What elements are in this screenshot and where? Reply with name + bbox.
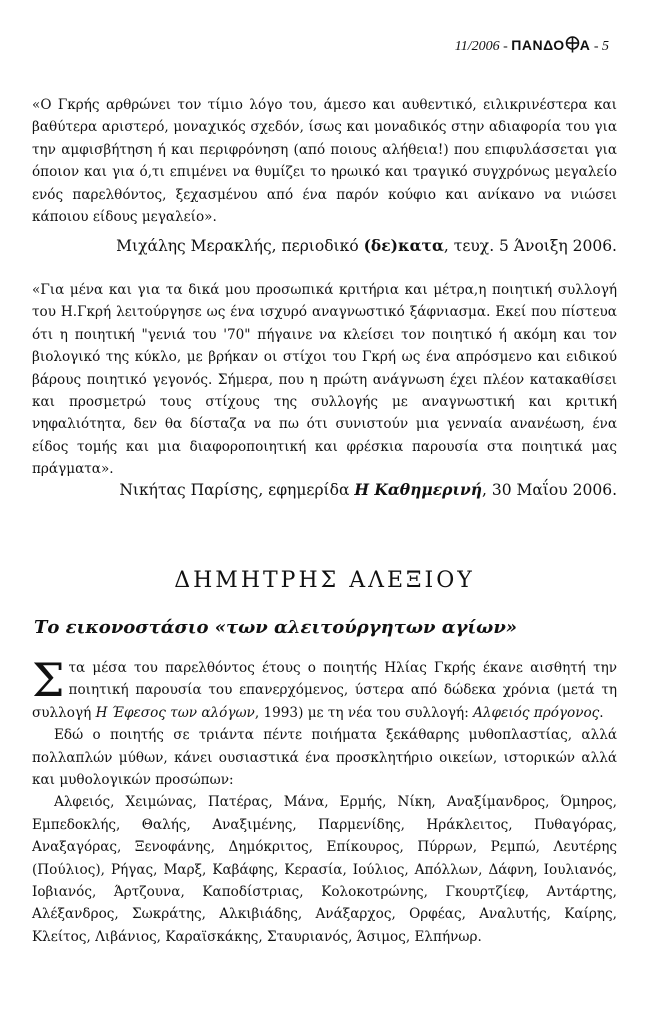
article-paragraph-1 (32, 653, 617, 724)
paragraph-text: . (599, 704, 604, 721)
page-number: - 5 (590, 39, 609, 54)
attribution-details: , 30 Μαΐου 2006. (482, 481, 617, 499)
quote-block-2 (32, 279, 617, 481)
magazine-name-start: ΠΑΝΔΟ (511, 37, 565, 53)
article-paragraph-3: Αλφειός, Χειμώνας, Πατέρας, Μάνα, Ερμής, Νίκη, Αναξίμανδρος, Όμηρος, Εμπεδοκλής, Θαλής, Αναξιμένης, Παρμενίδης, Ηράκλειτος, Πυθαγόρας, Αναξαγόρας, Ξενοφάνης, Δημόκριτος, Επίκουρος, Πύρρων, Ρεμπώ, Λευτέρης (Πούλιος), Ρήγας, Μαρξ, Καβάφης, Κερασία, Ιούλιος, Απόλλων, Δάφνη, Ιουλιανός, Ιοβιανός, Άρτζουνα, Καποδίστριας, Κολοκοτρώνης, Γκουρτζίεφ, Αντάρτης, Αλέξανδρος, Σωκράτης, Αλκιβιάδης, Ανάξαρχος, Ορφέας, Αναλυτής, Καίρης, Κλείτος, Λιβάνιος, Καραϊσκάκης, Σταυριανός, Άσιμος, Ελπήνωρ. (32, 794, 617, 945)
attribution-author: Νικήτας Παρίσης, εφημερίδα (119, 481, 355, 499)
quote-block-1 (32, 94, 617, 228)
book-title: Αλφειός πρόγονος (473, 704, 600, 721)
attribution-author: Μιχάλης Μερακλής, περιοδικό (116, 237, 364, 255)
article-subtitle: Το εικονοστάσιο «των αλειτούργητων αγίων» (34, 617, 518, 638)
quote-attribution-1 (32, 236, 617, 255)
attribution-source: (δε)κατα (363, 236, 444, 255)
header-separator: - (499, 39, 512, 54)
section-title: ΔΗΜΗΤΡΗΣ ΑΛΕΞΙΟΥ (174, 568, 475, 593)
article-body (32, 653, 617, 948)
paragraph-text: , 1993) με τη νέα του συλλογή: (254, 704, 474, 721)
attribution (32, 480, 617, 499)
article-paragraph-2: Εδώ ο ποιητής σε τριάντα πέντε ποιήματα ξεκάθαρης μυθοπλαστίας, αλλά πολλαπλών μύθων, κάνει ουσιαστικά ένα προσκλητήριο οικείων, ιστορικών αλλά και μυθολογικών προσώπων: (32, 727, 617, 789)
magazine-name-end: Α (579, 37, 591, 53)
magazine-name (511, 37, 590, 53)
quote-text: «Για μένα και για τα δικά μου προσωπικά κριτήρια και μέτρα,η ποιητική συλλογή του Η.Γκρή λειτούργησε ως ένα ισχυρό αναγνωστικό ξάφνιασμα. Εκεί που πίστευα ότι η ποιητική "γενιά του '70" πήγαινε να κλείσει τον ποιητικό ή ακόμη και τον βιολογικό της κύκλο, με βρήκαν οι στίχοι του Γκρή ως ένα απρόσμενο και ειδικού βάρους ποιητικό γεγονός. Σήμερα, που η πρώτη ανάγνωση έχει πλέον κατακαθίσει και προσμετρώ τους στίχους της συλλογής με αναγνωστική και κριτική νηφαλιότητα, δεν θα δίσταζα να πω ότι συνιστούν μια γενναία ανανέωση, ένα είδος τομής και μια διαφοροποιητική και φρέσκια παρουσία στα ποιητικά μας πράγματα». (32, 282, 617, 478)
attribution-details: , τευχ. 5 Άνοιξη 2006. (443, 237, 617, 255)
drop-cap: Σ (32, 653, 65, 707)
attribution (32, 236, 617, 255)
quote-attribution-2 (32, 480, 617, 499)
paragraph-text: τα μέσα του παρελθόντος έτους ο ποιητής Ηλίας Γκρής έκανε αισθητή την ποιητική παρουσία του επανερχόμενος, ύστερα από δώδεκα χρόνια (μετά τη συλλογή (32, 660, 617, 721)
attribution-source: Η Καθημερινή (354, 480, 483, 499)
book-title: Η Έφεσος των αλόγων (95, 704, 255, 721)
pandora-logo-icon (565, 36, 580, 53)
quote-text: «Ο Γκρής αρθρώνει τον τίμιο λόγο του, άμεσο και αυθεντικό, ειλικρινέστερα και βαθύτερα αριστερό, μοναχικός σχεδόν, ίσως και μοναδικός στην αδιαφορία του για την αμφισβήτηση ή και περιφρόνηση (από ποιους αλήθεια!) που επιφυλάσσεται για όποιον και για ό,τι επιμένει να θυμίζει το ηρωικό και τραγικό συγχρόνως μεγαλείο ενός παρελθόντος, ξεχασμένου από ένα παρόν κούφιο και ανίκανο να νιώσει κάποιου είδους μεγαλείο». (32, 97, 617, 226)
running-header (455, 36, 609, 55)
issue-number: 11/2006 (454, 39, 500, 54)
